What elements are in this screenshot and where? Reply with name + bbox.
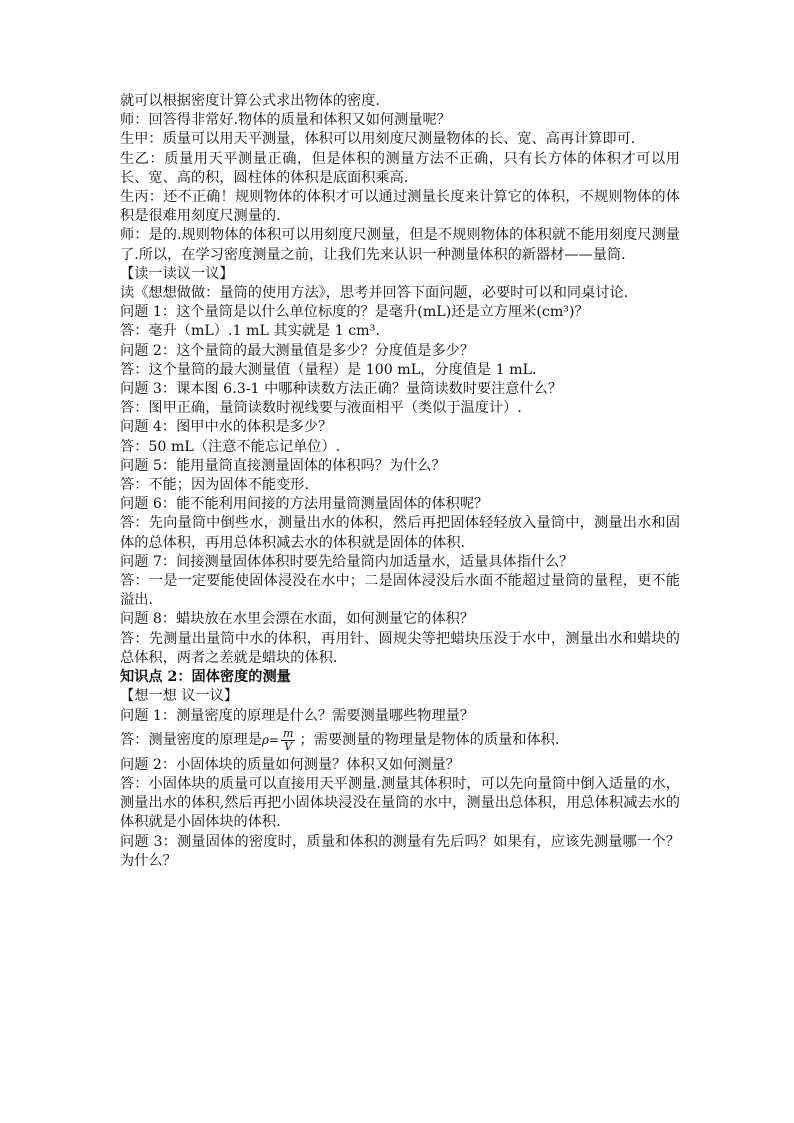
answer: 答：先向量筒中倒些水，测量出水的体积，然后再把固体轻轻放入量筒中，测量出水和固体的总体积，再用总体积减去水的体积就是固体的体积.	[120, 515, 680, 551]
paragraph: 就可以根据密度计算公式求出物体的密度.	[120, 93, 380, 109]
question: 问题 6：能不能利用间接的方法用量筒测量固体的体积呢？	[120, 496, 489, 513]
question: 问题 1：测量密度的原理是什么？需要测量哪些物理量？	[120, 707, 475, 724]
paragraph: 生甲：质量可以用天平测量，体积可以用刻度尺测量物体的长、宽、高再计算即可.	[120, 131, 636, 148]
answer-with-formula	[120, 728, 680, 753]
section-heading: 知识点 2：固体密度的测量	[120, 669, 291, 686]
answer: 答：图甲正确，量筒读数时视线要与液面相平（类似于温度计）.	[120, 400, 522, 417]
question: 问题 7：间接测量固体体积时要先给量筒内加适量水，适量具体指什么？	[120, 553, 574, 570]
question: 问题 8：蜡块放在水里会漂在水面，如何测量它的体积？	[120, 611, 475, 628]
answer-prefix: 答：测量密度的原理是	[120, 731, 262, 748]
answer: 答：先测量出量筒中水的体积，再用针、圆规尖等把蜡块压没于水中，测量出水和蜡块的总体积，两者之差就是蜡块的体积.	[120, 630, 680, 666]
paragraph: 师：回答得非常好.物体的质量和体积又如何测量呢？	[120, 112, 451, 129]
density-fraction	[281, 728, 295, 753]
paragraph: 读《想想做做：量筒的使用方法》，思考并回答下面问题，必要时可以和同桌讨论.	[120, 285, 629, 302]
document-page	[120, 92, 680, 871]
section-label: 【读一读议一议】	[120, 265, 234, 282]
question: 问题 4：图甲中水的体积是多少？	[120, 419, 333, 436]
answer: 答：这个量筒的最大测量值（量程）是 100 mL，分度值是 1 mL.	[120, 361, 537, 378]
answer-suffix: ；需要测量的物理量是物体的质量和体积.	[299, 731, 560, 748]
question: 问题 3：课本图 6.3-1 中哪种读数方法正确？量筒读数时要注意什么？	[120, 381, 563, 398]
answer: 答：一是一定要能使固体浸没在水中；二是固体浸没后水面不能超过量筒的量程，更不能溢出.	[120, 573, 680, 609]
question: 问题 2：这个量筒的最大测量值是多少？分度值是多少？	[120, 342, 475, 359]
answer: 答：不能；因为固体不能变形.	[120, 477, 309, 494]
answer: 答：毫升（mL）.1 mL 其实就是 1 cm³.	[120, 323, 380, 340]
fraction-denominator: V	[284, 739, 293, 753]
question: 问题 3：测量固体的密度时，质量和体积的测量有先后吗？如果有，应该先测量哪一个？为什么？	[120, 833, 680, 869]
answer: 答：50 mL（注意不能忘记单位）.	[120, 438, 341, 455]
paragraph: 师：是的.规则物体的体积可以用刻度尺测量，但是不规则物体的体积就不能用刻度尺测量了.所以，在学习密度测量之前，让我们先来认识一种测量体积的新器材——量筒.	[120, 227, 680, 263]
density-symbol: ρ=	[261, 732, 279, 747]
paragraph: 生乙：质量用天平测量正确，但是体积的测量方法不正确，只有长方体的体积才可以用长、宽、高的积，圆柱体的体积是底面积乘高.	[120, 150, 680, 186]
question: 问题 5：能用量筒直接测量固体的体积吗？为什么？	[120, 457, 446, 474]
question: 问题 1：这个量筒是以什么单位标度的？是毫升(mL)还是立方厘米(cm³)？	[120, 304, 589, 321]
paragraph: 生丙：还不正确！规则物体的体积才可以通过测量长度来计算它的体积，不规则物体的体积是很难用刻度尺测量的.	[120, 189, 680, 225]
section-label: 【想一想 议一议】	[120, 688, 239, 705]
question: 问题 2：小固体块的质量如何测量？体积又如何测量？	[120, 756, 460, 773]
fraction-numerator: m	[283, 726, 294, 740]
answer: 答：小固体块的质量可以直接用天平测量.测量其体积时，可以先向量筒中倒入适量的水，测量出水的体积,然后再把小固体块浸没在量筒的水中，测量出总体积，用总体积减去水的体积就是小固体块的体积.	[120, 775, 680, 831]
